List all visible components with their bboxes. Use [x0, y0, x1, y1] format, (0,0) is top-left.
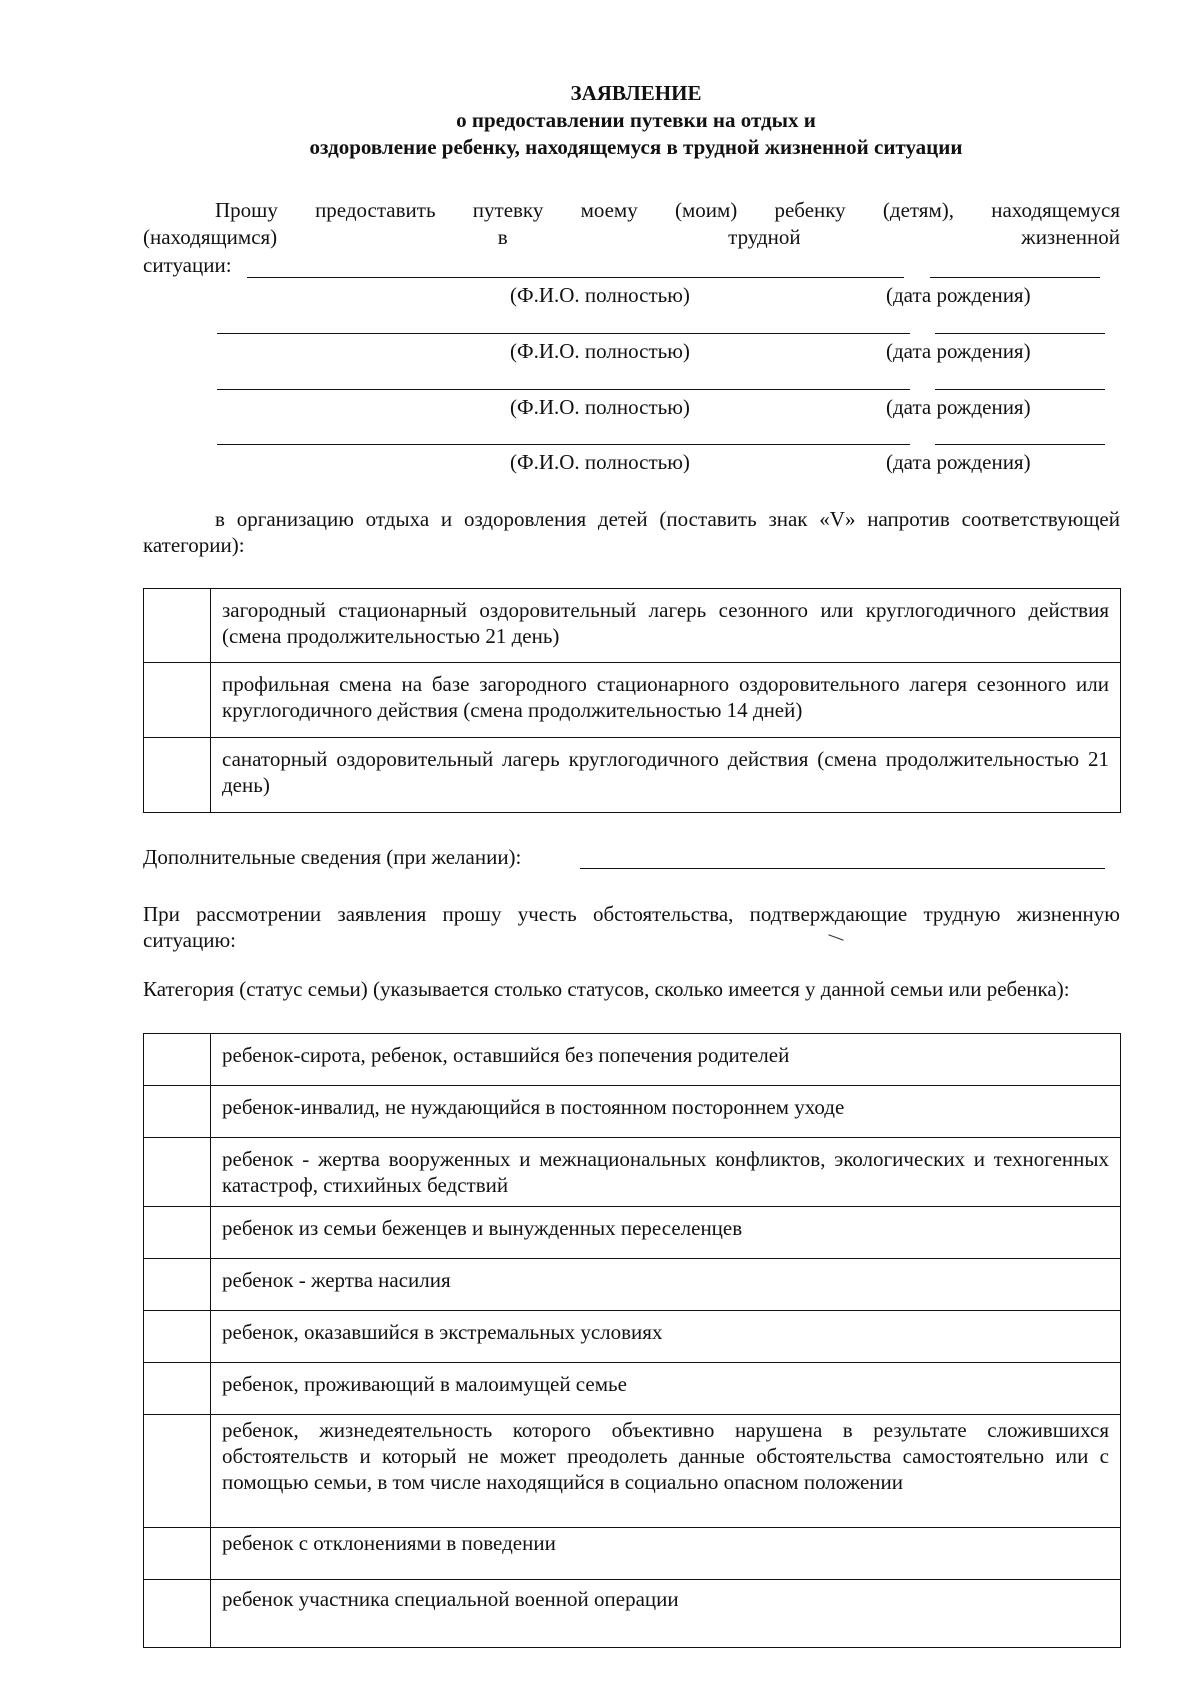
organization-option-row — [144, 663, 1121, 738]
organization-instruction: в организацию отдыха и оздоровления детей (поставить знак «V» напротив соответствующей категории): — [143, 507, 1120, 557]
category-option-text-2: ребенок-инвалид, не нуждающийся в постоянном постороннем уходе — [211, 1086, 1121, 1138]
organization-option-checkbox-3[interactable] — [144, 738, 211, 813]
child-name-caption-2: (Ф.И.О. полностью) — [510, 339, 690, 363]
additional-info-label: Дополнительные сведения (при желании): — [143, 845, 522, 869]
category-option-text-8: ребенок, жизнедеятельность которого объективно нарушена в результате сложившихся обстоятельств и который не может преодолеть данные обстоятельства самостоятельно или с помощью семьи, в том числе находящийся в социально опасном положении — [211, 1415, 1121, 1528]
child-birthdate-field-2[interactable] — [935, 333, 1105, 334]
circumstances-text: При рассмотрении заявления прошу учесть обстоятельства, подтверждающие трудную жизненную ситуацию: — [143, 902, 1120, 952]
additional-info-field[interactable] — [580, 868, 1105, 869]
child-name-field-4[interactable] — [217, 444, 910, 445]
organization-option-row — [144, 589, 1121, 663]
category-option-checkbox-2[interactable] — [144, 1086, 211, 1138]
category-option-text-4: ребенок из семьи беженцев и вынужденных переселенцев — [211, 1207, 1121, 1259]
organization-option-text-1: загородный стационарный оздоровительный лагерь сезонного или круглогодичного действия (смена продолжительностью 21 день) — [211, 589, 1121, 663]
document-subtitle-line-2: оздоровление ребенку, находящемуся в трудной жизненной ситуации — [309, 135, 963, 159]
category-option-checkbox-5[interactable] — [144, 1259, 211, 1311]
organization-option-text-3: санаторный оздоровительный лагерь круглогодичного действия (смена продолжительностью 21 день) — [211, 738, 1121, 813]
child-birthdate-caption-3: (дата рождения) — [886, 395, 1031, 419]
category-option-row — [144, 1415, 1121, 1528]
intro-line-3-prefix: ситуации: — [143, 253, 232, 277]
category-option-checkbox-1[interactable] — [144, 1034, 211, 1086]
category-options-table — [143, 1033, 1121, 1648]
child-birthdate-field-3[interactable] — [935, 389, 1105, 390]
organization-options-table — [143, 588, 1121, 813]
category-option-text-3: ребенок - жертва вооруженных и межнациональных конфликтов, экологических и техногенных катастроф, стихийных бедствий — [211, 1138, 1121, 1207]
category-option-row — [144, 1528, 1121, 1580]
document-subtitle-line-1: о предоставлении путевки на отдых и — [456, 108, 816, 132]
category-option-checkbox-3[interactable] — [144, 1138, 211, 1207]
category-option-text-6: ребенок, оказавшийся в экстремальных условиях — [211, 1311, 1121, 1363]
category-option-checkbox-10[interactable] — [144, 1580, 211, 1648]
intro-line-2: (находящимся) в трудной жизненной — [143, 225, 1120, 249]
child-birthdate-caption-4: (дата рождения) — [886, 450, 1031, 474]
child-birthdate-caption-2: (дата рождения) — [886, 339, 1031, 363]
category-option-text-7: ребенок, проживающий в малоимущей семье — [211, 1363, 1121, 1415]
child-name-field-1[interactable] — [247, 277, 904, 278]
category-option-text-9: ребенок с отклонениями в поведении — [211, 1528, 1121, 1580]
category-option-text-5: ребенок - жертва насилия — [211, 1259, 1121, 1311]
organization-option-row — [144, 738, 1121, 813]
child-birthdate-field-4[interactable] — [935, 444, 1105, 445]
category-option-row — [144, 1034, 1121, 1086]
category-label: Категория (статус семьи) (указывается столько статусов, сколько имеется у данной семьи или ребенка): — [143, 977, 1070, 1001]
child-birthdate-caption-1: (дата рождения) — [886, 283, 1031, 307]
category-option-row — [144, 1311, 1121, 1363]
category-option-row — [144, 1207, 1121, 1259]
category-option-checkbox-4[interactable] — [144, 1207, 211, 1259]
document-title: ЗАЯВЛЕНИЕ — [570, 81, 702, 105]
child-birthdate-field-1[interactable] — [930, 277, 1100, 278]
category-option-row — [144, 1259, 1121, 1311]
category-option-row — [144, 1138, 1121, 1207]
child-name-caption-1: (Ф.И.О. полностью) — [510, 283, 690, 307]
category-option-text-1: ребенок-сирота, ребенок, оставшийся без попечения родителей — [211, 1034, 1121, 1086]
category-option-checkbox-7[interactable] — [144, 1363, 211, 1415]
intro-line-1: Прошу предоставить путевку моему (моим) ребенку (детям), находящемуся — [215, 198, 1120, 222]
category-option-checkbox-8[interactable] — [144, 1415, 211, 1528]
child-name-caption-4: (Ф.И.О. полностью) — [510, 450, 690, 474]
organization-option-checkbox-1[interactable] — [144, 589, 211, 663]
child-name-caption-3: (Ф.И.О. полностью) — [510, 395, 690, 419]
category-option-checkbox-6[interactable] — [144, 1311, 211, 1363]
category-option-text-10: ребенок участника специальной военной операции — [211, 1580, 1121, 1648]
category-option-row — [144, 1363, 1121, 1415]
category-option-row — [144, 1086, 1121, 1138]
child-name-field-2[interactable] — [217, 333, 910, 334]
organization-option-checkbox-2[interactable] — [144, 663, 211, 738]
child-name-field-3[interactable] — [217, 389, 910, 390]
category-option-checkbox-9[interactable] — [144, 1528, 211, 1580]
category-option-row — [144, 1580, 1121, 1648]
organization-option-text-2: профильная смена на базе загородного стационарного оздоровительного лагеря сезонного или круглогодичного действия (смена продолжительностью 14 дней) — [211, 663, 1121, 738]
